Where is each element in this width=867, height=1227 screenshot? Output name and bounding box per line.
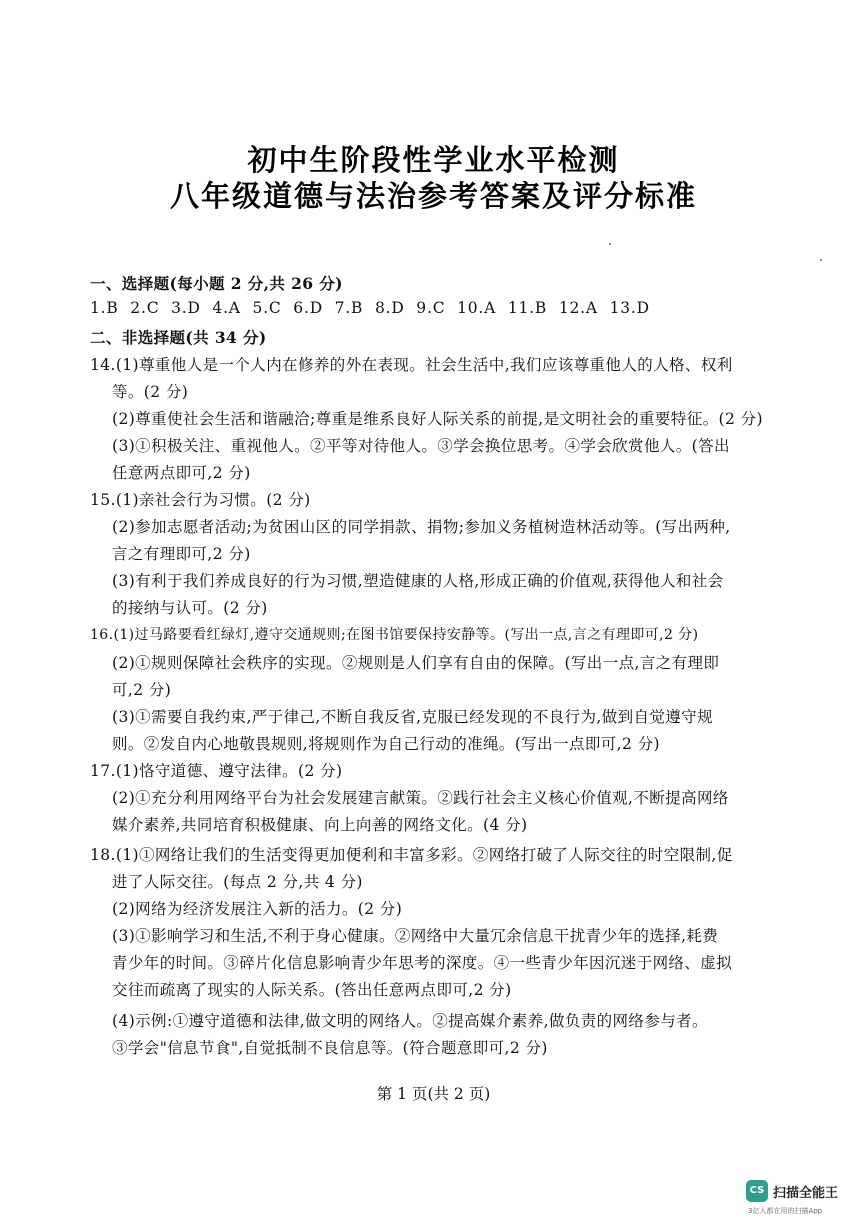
answer-line: ③学会"信息节食",自觉抵制不良信息等。(符合题意即可,2 分) bbox=[112, 1039, 548, 1057]
answer-line: (3)有利于我们养成良好的行为习惯,塑造健康的人格,形成正确的价值观,获得他人和社会 bbox=[112, 572, 724, 590]
answer-line: 则。②发自内心地敬畏规则,将规则作为自己行动的准绳。(写出一点即可,2 分) bbox=[112, 735, 660, 753]
answer-line: (3)①积极关注、重视他人。②平等对待他人。③学会换位思考。④学会欣赏他人。(答出 bbox=[112, 437, 730, 455]
document-subtitle: 八年级道德与法治参考答案及评分标准 bbox=[169, 179, 697, 213]
answer-line: (3)①需要自我约束,严于律己,不断自我反省,克服已经发现的不良行为,做到自觉遵守规 bbox=[112, 708, 713, 726]
page-number: 第 1 页(共 2 页) bbox=[376, 1085, 491, 1103]
answer-line: 等。(2 分) bbox=[112, 383, 189, 401]
answer-line: 14.(1)尊重他人是一个人内在修养的外在表现。社会生活中,我们应该尊重他人的人格、权利 bbox=[90, 356, 733, 374]
answer-line: 任意两点即可,2 分) bbox=[112, 464, 251, 482]
answer-line: 交往而疏离了现实的人际关系。(答出任意两点即可,2 分) bbox=[112, 981, 512, 999]
section-heading-nonchoice: 二、非选择题(共 34 分) bbox=[90, 328, 267, 347]
answer-line: 可,2 分) bbox=[112, 681, 172, 699]
answer-line: (2)参加志愿者活动;为贫困山区的同学捐款、捐物;参加义务植树造林活动等。(写出两种, bbox=[112, 518, 731, 536]
answer-line: (2)尊重使社会生活和谐融洽;尊重是维系良好人际关系的前提,是文明社会的重要特征。(2 分) bbox=[112, 410, 763, 428]
scan-speck bbox=[820, 259, 822, 261]
answer-line: 进了人际交往。(每点 2 分,共 4 分) bbox=[112, 873, 363, 891]
scanner-watermark bbox=[746, 1180, 856, 1220]
scanner-tagline: 3亿人都在用的扫描App bbox=[748, 1207, 823, 1215]
answer-line: 17.(1)恪守道德、遵守法律。(2 分) bbox=[90, 762, 343, 780]
answer-line: 16.(1)过马路要看红绿灯,遵守交通规则;在图书馆要保持安静等。(写出一点,言之有理即可,2 分) bbox=[90, 627, 699, 643]
scanner-app-name: 扫描全能王 bbox=[773, 1186, 839, 1201]
answer-line: (2)①充分利用网络平台为社会发展建言献策。②践行社会主义核心价值观,不断提高网络 bbox=[112, 789, 729, 807]
answer-line: 15.(1)亲社会行为习惯。(2 分) bbox=[90, 491, 311, 509]
answer-line: 18.(1)①网络让我们的生活变得更加便利和丰富多彩。②网络打破了人际交往的时空限制,促 bbox=[90, 846, 733, 864]
section-heading-choice: 一、选择题(每小题 2 分,共 26 分) bbox=[90, 274, 343, 293]
answer-line: (2)①规则保障社会秩序的实现。②规则是人们享有自由的保障。(写出一点,言之有理即 bbox=[112, 654, 720, 672]
cs-logo-icon: CS bbox=[746, 1180, 768, 1202]
answer-line: 言之有理即可,2 分) bbox=[112, 545, 251, 563]
document-title: 初中生阶段性学业水平检测 bbox=[247, 143, 620, 177]
answer-line: (2)网络为经济发展注入新的活力。(2 分) bbox=[112, 900, 403, 918]
answer-line: 的接纳与认可。(2 分) bbox=[112, 599, 268, 617]
choice-answers: 1.B 2.C 3.D 4.A 5.C 6.D 7.B 8.D 9.C 10.A 11.B 12.A 13.D bbox=[90, 299, 650, 317]
answer-line: (3)①影响学习和生活,不利于身心健康。②网络中大量冗余信息干扰青少年的选择,耗费 bbox=[112, 927, 719, 945]
answer-line: (4)示例:①遵守道德和法律,做文明的网络人。②提高媒介素养,做负责的网络参与者。 bbox=[112, 1012, 708, 1030]
answer-line: 青少年的时间。③碎片化信息影响青少年思考的深度。④一些青少年因沉迷于网络、虚拟 bbox=[112, 954, 733, 972]
answer-line: 媒介素养,共同培育积极健康、向上向善的网络文化。(4 分) bbox=[112, 816, 528, 834]
scan-speck bbox=[609, 243, 611, 245]
